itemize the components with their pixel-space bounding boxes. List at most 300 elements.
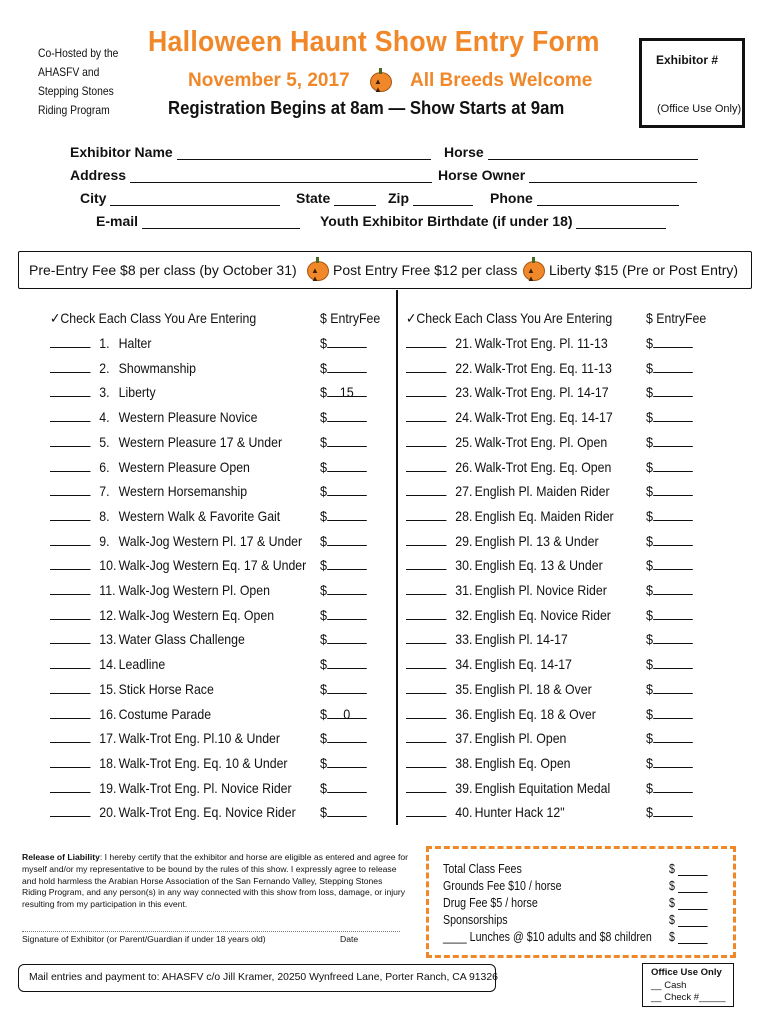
class-check-blank[interactable] bbox=[406, 780, 446, 793]
dollar-sign: $ bbox=[320, 433, 328, 450]
lunches-label: ____ Lunches @ $10 adults and $8 children bbox=[443, 929, 652, 944]
fee-value[interactable] bbox=[327, 656, 367, 669]
youth-birthdate-label: Youth Exhibitor Birthdate (if under 18) bbox=[320, 213, 573, 229]
release-text: : I hereby certify that the exhibitor and horse are eligible as entered and agree for myself and/or my representative to be bound by the rules of this show. I expressly agree to release and hold harmless the Arabian Horse Association of the San Fernando Valley, Stepping Stones Riding Program, and any person(s) in any way connected with this show from loss, damage, or injury resulting from my participation in this event. bbox=[22, 852, 408, 910]
fee-value[interactable]: 0 bbox=[327, 706, 367, 719]
class-fee-entry[interactable] bbox=[646, 508, 693, 524]
class-row[interactable] bbox=[50, 582, 270, 606]
class-row[interactable] bbox=[406, 780, 610, 804]
class-fee-entry[interactable] bbox=[320, 533, 367, 549]
class-name: Walk-Trot Eng. Pl. 11-13 bbox=[474, 335, 608, 351]
class-row[interactable] bbox=[50, 557, 306, 581]
class-number: 12. bbox=[99, 606, 117, 623]
dollar-sign: $ bbox=[646, 804, 654, 821]
class-number: 35. bbox=[455, 680, 473, 697]
class-number: 25. bbox=[455, 433, 473, 450]
class-name: Walk-Trot Eng. Eq. 14-17 bbox=[474, 409, 613, 426]
class-name: English Pl. Open bbox=[474, 730, 567, 747]
class-fee-entry[interactable] bbox=[320, 384, 367, 400]
class-row[interactable] bbox=[50, 656, 165, 680]
class-check-blank[interactable] bbox=[50, 706, 90, 719]
class-number: 15. bbox=[99, 680, 117, 697]
class-number: 40. bbox=[455, 804, 473, 821]
fee-value[interactable] bbox=[653, 360, 693, 373]
dollar-sign: $ bbox=[320, 606, 328, 623]
office-use-title: Office Use Only bbox=[651, 967, 722, 978]
class-check-blank[interactable] bbox=[50, 607, 90, 620]
fee-value[interactable] bbox=[327, 681, 367, 694]
fee-value[interactable] bbox=[327, 730, 367, 743]
fee-value[interactable] bbox=[653, 607, 693, 620]
dollar-sign: $ bbox=[646, 409, 654, 426]
signature-label: Signature of Exhibitor (or Parent/Guardian if under 18 years old) bbox=[22, 934, 266, 944]
horse-owner-field[interactable] bbox=[438, 167, 697, 183]
class-number: 10. bbox=[99, 557, 117, 574]
class-row[interactable] bbox=[406, 434, 607, 458]
class-check-blank[interactable] bbox=[406, 607, 446, 620]
class-number: 3. bbox=[99, 384, 110, 401]
class-fee-entry[interactable] bbox=[646, 730, 693, 746]
class-row[interactable] bbox=[50, 730, 280, 754]
class-fee-entry[interactable] bbox=[646, 335, 693, 351]
class-check-blank[interactable] bbox=[50, 459, 90, 472]
phone-label: Phone bbox=[490, 190, 533, 206]
exhibitor-name-label: Exhibitor Name bbox=[70, 144, 173, 160]
cohost-text bbox=[38, 44, 118, 120]
class-number: 37. bbox=[455, 730, 473, 747]
dollar-sign: $ bbox=[320, 705, 328, 722]
address-field[interactable] bbox=[70, 167, 432, 183]
class-check-blank[interactable] bbox=[406, 360, 446, 373]
class-fee-entry[interactable] bbox=[646, 804, 693, 820]
class-row[interactable] bbox=[406, 706, 596, 730]
class-fee-entry[interactable] bbox=[320, 360, 367, 376]
sponsorships-amount[interactable]: $ bbox=[669, 912, 707, 927]
class-row[interactable] bbox=[406, 483, 610, 507]
class-check-blank[interactable] bbox=[50, 582, 90, 595]
class-row[interactable] bbox=[50, 631, 245, 655]
class-check-blank[interactable] bbox=[50, 804, 90, 817]
fee-value[interactable] bbox=[653, 706, 693, 719]
dollar-sign: $ bbox=[320, 458, 328, 475]
city-line[interactable] bbox=[110, 193, 280, 206]
horse-line[interactable] bbox=[488, 147, 698, 160]
class-number: 20. bbox=[99, 804, 117, 821]
fee-value[interactable] bbox=[653, 780, 693, 793]
class-row[interactable] bbox=[50, 607, 274, 631]
class-name: Walk-Trot Eng. Pl. Open bbox=[474, 433, 608, 450]
class-number: 19. bbox=[99, 779, 117, 796]
fee-value[interactable] bbox=[327, 582, 367, 595]
class-fee-entry[interactable] bbox=[320, 607, 367, 623]
dollar-sign: $ bbox=[320, 582, 328, 598]
class-row[interactable] bbox=[406, 384, 609, 408]
class-name: English Equitation Medal bbox=[474, 779, 611, 796]
class-row[interactable] bbox=[50, 706, 211, 730]
class-check-blank[interactable] bbox=[406, 384, 446, 397]
pumpkin-icon: ▲ ▲ bbox=[523, 261, 545, 281]
class-fee-entry[interactable] bbox=[646, 434, 693, 450]
dollar-sign: $ bbox=[646, 384, 654, 401]
fee-value[interactable] bbox=[653, 631, 693, 644]
class-row[interactable] bbox=[50, 804, 296, 828]
fee-value[interactable] bbox=[327, 483, 367, 496]
fee-value[interactable] bbox=[653, 459, 693, 472]
horse-label: Horse bbox=[444, 144, 484, 160]
dollar-sign: $ bbox=[320, 384, 328, 401]
dollar-sign: $ bbox=[646, 433, 654, 450]
class-check-blank[interactable] bbox=[406, 681, 446, 694]
class-fee-entry[interactable] bbox=[646, 681, 693, 697]
class-check-blank[interactable] bbox=[50, 755, 90, 768]
class-fee-entry[interactable] bbox=[320, 459, 367, 475]
dollar-sign: $ bbox=[646, 458, 654, 475]
class-check-blank[interactable] bbox=[50, 557, 90, 570]
dollar-sign: $ bbox=[646, 483, 654, 500]
fee-value[interactable] bbox=[327, 557, 367, 570]
class-number: 1. bbox=[99, 335, 110, 351]
class-name: English Eq. 13 & Under bbox=[474, 557, 603, 574]
class-name: English Eq. Novice Rider bbox=[474, 606, 611, 623]
office-use-label: (Office Use Only) bbox=[657, 103, 742, 115]
class-fee-entry[interactable] bbox=[320, 335, 367, 351]
class-fee-entry[interactable] bbox=[320, 483, 367, 499]
class-fee-entry[interactable] bbox=[320, 780, 367, 796]
class-row[interactable] bbox=[50, 780, 292, 804]
class-check-blank[interactable] bbox=[406, 582, 446, 595]
class-fee-entry[interactable] bbox=[646, 780, 693, 796]
right-check-header: ✓Check Each Class You Are Entering bbox=[406, 310, 613, 326]
fee-value[interactable] bbox=[327, 459, 367, 472]
class-name: Walk-Trot Eng. Pl. 14-17 bbox=[474, 384, 609, 401]
class-name: Walk-Trot Eng. Eq. Novice Rider bbox=[118, 804, 296, 821]
class-fee-entry[interactable] bbox=[646, 557, 693, 573]
dollar-sign: $ bbox=[646, 507, 654, 524]
class-number: 23. bbox=[455, 384, 473, 401]
fee-value[interactable] bbox=[327, 631, 367, 644]
class-name: Costume Parade bbox=[118, 705, 212, 722]
dollar-sign: $ bbox=[646, 532, 654, 549]
class-row[interactable] bbox=[406, 681, 592, 705]
class-number: 24. bbox=[455, 409, 473, 426]
class-check-blank[interactable] bbox=[406, 335, 446, 348]
class-row[interactable] bbox=[406, 557, 603, 581]
youth-birthdate-line[interactable] bbox=[576, 216, 666, 229]
class-row[interactable] bbox=[406, 656, 572, 680]
left-fee-header: $ EntryFee bbox=[320, 310, 381, 326]
fee-value[interactable] bbox=[327, 508, 367, 521]
class-fee-entry[interactable] bbox=[320, 557, 367, 573]
dollar-sign: $ bbox=[646, 557, 654, 574]
mail-address: Mail entries and payment to: AHASFV c/o Jill Kramer, 20250 Wynfreed Lane, Porter Ranch, CA 91326 bbox=[29, 972, 498, 983]
class-name: Walk-Trot Eng. Eq. 11-13 bbox=[474, 359, 612, 376]
fee-value[interactable] bbox=[653, 681, 693, 694]
dollar-sign: $ bbox=[320, 779, 328, 796]
fee-value[interactable] bbox=[653, 335, 693, 348]
class-name: Western Walk & Favorite Gait bbox=[118, 507, 281, 524]
breeds-welcome: All Breeds Welcome bbox=[410, 70, 593, 91]
class-row[interactable] bbox=[406, 730, 566, 754]
class-row[interactable] bbox=[50, 360, 196, 384]
class-fee-entry[interactable] bbox=[320, 755, 367, 771]
address-line[interactable] bbox=[130, 170, 432, 183]
phone-field[interactable] bbox=[490, 190, 679, 206]
class-check-blank[interactable] bbox=[50, 384, 90, 397]
class-number: 29. bbox=[455, 532, 473, 549]
fee-value[interactable] bbox=[327, 360, 367, 373]
class-number: 7. bbox=[99, 483, 110, 500]
liberty-fee: Liberty $15 (Pre or Post Entry) bbox=[549, 262, 739, 278]
fee-value[interactable] bbox=[653, 533, 693, 546]
class-check-blank[interactable] bbox=[406, 533, 446, 546]
class-number: 26. bbox=[455, 458, 473, 475]
class-row[interactable] bbox=[406, 755, 571, 779]
class-check-blank[interactable] bbox=[406, 631, 446, 644]
horse-owner-label: Horse Owner bbox=[438, 167, 526, 183]
class-name: Hunter Hack 12" bbox=[474, 804, 565, 821]
class-fee-entry[interactable] bbox=[646, 656, 693, 672]
class-fee-entry[interactable] bbox=[646, 409, 693, 425]
class-row[interactable] bbox=[50, 755, 288, 779]
class-number: 16. bbox=[99, 705, 117, 722]
class-row[interactable] bbox=[406, 508, 614, 532]
class-row[interactable] bbox=[50, 384, 156, 408]
class-number: 32. bbox=[455, 606, 473, 623]
fee-value[interactable]: 15 bbox=[327, 384, 367, 397]
class-fee-entry[interactable] bbox=[646, 607, 693, 623]
dollar-sign: $ bbox=[646, 705, 654, 722]
class-check-blank[interactable] bbox=[406, 409, 446, 422]
class-row[interactable] bbox=[50, 409, 257, 433]
fee-value[interactable] bbox=[653, 409, 693, 422]
dollar-sign: $ bbox=[320, 754, 328, 771]
class-check-blank[interactable] bbox=[50, 508, 90, 521]
post-entry-fee: Post Entry Free $12 per class bbox=[333, 262, 518, 278]
class-fee-entry[interactable] bbox=[646, 631, 693, 647]
fee-value[interactable] bbox=[653, 582, 693, 595]
class-check-blank[interactable] bbox=[406, 755, 446, 768]
dollar-sign: $ bbox=[646, 335, 654, 351]
page-title: Halloween Haunt Show Entry Form bbox=[148, 26, 600, 58]
class-row[interactable] bbox=[406, 607, 611, 631]
pumpkin-icon: ▲ ▲ bbox=[370, 72, 392, 92]
class-fee-entry[interactable] bbox=[646, 582, 693, 598]
class-fee-entry[interactable] bbox=[646, 706, 693, 722]
class-fee-entry[interactable] bbox=[320, 409, 367, 425]
state-field[interactable] bbox=[296, 190, 376, 206]
exhibitor-name-field[interactable] bbox=[70, 144, 431, 160]
class-row[interactable] bbox=[406, 459, 611, 483]
class-check-blank[interactable] bbox=[50, 656, 90, 669]
class-fee-entry[interactable] bbox=[320, 804, 367, 820]
class-number: 28. bbox=[455, 507, 473, 524]
class-check-blank[interactable] bbox=[406, 730, 446, 743]
release-heading: Release of Liability bbox=[22, 852, 100, 862]
fee-value[interactable] bbox=[327, 434, 367, 447]
total-class-fees-amount[interactable]: $ bbox=[669, 861, 707, 876]
horse-owner-line[interactable] bbox=[529, 170, 697, 183]
city-field[interactable] bbox=[80, 190, 280, 206]
class-fee-entry[interactable] bbox=[646, 384, 693, 400]
fee-value[interactable] bbox=[327, 335, 367, 348]
class-check-blank[interactable] bbox=[406, 459, 446, 472]
class-check-blank[interactable] bbox=[50, 409, 90, 422]
class-row[interactable] bbox=[50, 483, 247, 507]
email-line[interactable] bbox=[142, 216, 300, 229]
class-row[interactable] bbox=[50, 434, 282, 458]
fee-value[interactable] bbox=[327, 409, 367, 422]
dollar-sign: $ bbox=[646, 656, 654, 673]
dollar-sign: $ bbox=[320, 680, 328, 697]
class-name: Walk-Jog Western Pl. 17 & Under bbox=[118, 532, 303, 549]
fee-value[interactable] bbox=[653, 434, 693, 447]
class-check-blank[interactable] bbox=[406, 557, 446, 570]
youth-birthdate-field[interactable] bbox=[320, 213, 666, 229]
class-number: 30. bbox=[455, 557, 473, 574]
class-fee-entry[interactable] bbox=[320, 434, 367, 450]
class-number: 8. bbox=[99, 507, 110, 524]
class-check-blank[interactable] bbox=[406, 706, 446, 719]
fee-value[interactable] bbox=[653, 508, 693, 521]
date-label: Date bbox=[340, 934, 359, 944]
class-name: English Eq. 18 & Over bbox=[474, 705, 596, 722]
class-fee-entry[interactable] bbox=[320, 631, 367, 647]
sponsorships-label: Sponsorships bbox=[443, 912, 508, 927]
email-field[interactable] bbox=[96, 213, 300, 229]
state-line[interactable] bbox=[334, 193, 376, 206]
class-row[interactable] bbox=[406, 409, 613, 433]
class-fee-entry[interactable] bbox=[646, 459, 693, 475]
class-fee-entry[interactable] bbox=[320, 508, 367, 524]
phone-line[interactable] bbox=[537, 193, 679, 206]
fee-value[interactable] bbox=[653, 730, 693, 743]
pumpkin-icon: ▲ ▲ bbox=[307, 261, 329, 281]
class-row[interactable] bbox=[50, 508, 280, 532]
fee-value[interactable] bbox=[327, 780, 367, 793]
drug-fee-label: Drug Fee $5 / horse bbox=[443, 895, 538, 910]
class-number: 39. bbox=[455, 779, 473, 796]
class-check-blank[interactable] bbox=[50, 780, 90, 793]
class-name: English Pl. Novice Rider bbox=[474, 582, 607, 598]
exhibitor-number-box[interactable] bbox=[639, 38, 745, 128]
class-name: English Pl. 18 & Over bbox=[474, 680, 592, 697]
class-check-blank[interactable] bbox=[406, 804, 446, 817]
class-check-blank[interactable] bbox=[50, 631, 90, 644]
class-check-blank[interactable] bbox=[50, 335, 90, 348]
class-row[interactable] bbox=[406, 533, 599, 557]
class-fee-entry[interactable] bbox=[646, 755, 693, 771]
signature-line[interactable] bbox=[22, 931, 400, 932]
class-fee-entry[interactable] bbox=[320, 730, 367, 746]
dollar-sign: $ bbox=[320, 507, 328, 524]
class-check-blank[interactable] bbox=[50, 360, 90, 373]
fee-value[interactable] bbox=[653, 656, 693, 669]
class-row[interactable] bbox=[50, 459, 250, 483]
class-row[interactable] bbox=[50, 335, 152, 359]
class-check-blank[interactable] bbox=[406, 483, 446, 496]
fee-value[interactable] bbox=[653, 804, 693, 817]
exhibitor-name-line[interactable] bbox=[177, 147, 431, 160]
class-fee-entry[interactable] bbox=[320, 706, 367, 722]
dollar-sign: $ bbox=[646, 631, 654, 648]
class-name: Water Glass Challenge bbox=[118, 631, 245, 648]
class-row[interactable] bbox=[406, 360, 612, 384]
class-check-blank[interactable] bbox=[50, 533, 90, 546]
class-name: English Eq. 14-17 bbox=[474, 656, 572, 673]
class-check-blank[interactable] bbox=[50, 483, 90, 496]
class-row[interactable] bbox=[406, 804, 565, 828]
class-fee-entry[interactable] bbox=[646, 360, 693, 376]
release-of-liability bbox=[22, 852, 408, 911]
class-row[interactable] bbox=[406, 582, 607, 606]
horse-field[interactable] bbox=[444, 144, 698, 160]
fee-value[interactable] bbox=[653, 384, 693, 397]
fee-value[interactable] bbox=[327, 755, 367, 768]
class-fee-entry[interactable] bbox=[646, 483, 693, 499]
class-check-blank[interactable] bbox=[406, 434, 446, 447]
zip-line[interactable] bbox=[413, 193, 473, 206]
class-number: 21. bbox=[455, 335, 473, 351]
class-row[interactable] bbox=[50, 681, 214, 705]
check-option[interactable]: __ Check #_____ bbox=[651, 992, 726, 1003]
class-fee-entry[interactable] bbox=[320, 582, 367, 598]
cash-option[interactable]: __ Cash bbox=[651, 980, 687, 991]
class-fee-entry[interactable] bbox=[646, 533, 693, 549]
fee-info-box bbox=[18, 251, 752, 289]
class-check-blank[interactable] bbox=[50, 681, 90, 694]
class-fee-entry[interactable] bbox=[320, 656, 367, 672]
class-check-blank[interactable] bbox=[50, 730, 90, 743]
grounds-fee-label: Grounds Fee $10 / horse bbox=[443, 878, 562, 893]
grounds-fee-amount[interactable]: $ bbox=[669, 878, 707, 893]
fee-value[interactable] bbox=[327, 533, 367, 546]
class-number: 14. bbox=[99, 656, 117, 673]
class-row[interactable] bbox=[50, 533, 302, 557]
class-name: Western Pleasure 17 & Under bbox=[118, 433, 283, 450]
class-name: English Pl. 13 & Under bbox=[474, 532, 599, 549]
cohost-line: Stepping Stones bbox=[38, 84, 114, 98]
class-number: 6. bbox=[99, 458, 110, 475]
dollar-sign: $ bbox=[320, 359, 328, 376]
class-check-blank[interactable] bbox=[50, 434, 90, 447]
class-number: 18. bbox=[99, 754, 117, 771]
lunches-amount[interactable]: $ bbox=[669, 929, 707, 944]
class-check-blank[interactable] bbox=[406, 508, 446, 521]
zip-label: Zip bbox=[388, 190, 409, 206]
class-name: Western Pleasure Novice bbox=[118, 409, 258, 426]
fee-value[interactable] bbox=[653, 557, 693, 570]
total-class-fees-label: Total Class Fees bbox=[443, 861, 522, 876]
cohost-line: Co-Hosted by the bbox=[38, 46, 119, 60]
fee-value[interactable] bbox=[327, 804, 367, 817]
fee-value[interactable] bbox=[327, 607, 367, 620]
class-fee-entry[interactable] bbox=[320, 681, 367, 697]
city-label: City bbox=[80, 190, 107, 206]
class-name: Halter bbox=[118, 335, 152, 351]
class-number: 17. bbox=[99, 730, 117, 747]
dollar-sign: $ bbox=[320, 532, 328, 549]
fee-value[interactable] bbox=[653, 755, 693, 768]
drug-fee-amount[interactable]: $ bbox=[669, 895, 707, 910]
class-check-blank[interactable] bbox=[406, 656, 446, 669]
class-name: Walk-Trot Eng. Pl. Novice Rider bbox=[118, 779, 292, 796]
zip-field[interactable] bbox=[388, 190, 473, 206]
class-row[interactable] bbox=[406, 335, 608, 359]
fee-value[interactable] bbox=[653, 483, 693, 496]
class-name: Western Pleasure Open bbox=[118, 458, 250, 475]
dollar-sign: $ bbox=[646, 754, 654, 771]
class-row[interactable] bbox=[406, 631, 568, 655]
